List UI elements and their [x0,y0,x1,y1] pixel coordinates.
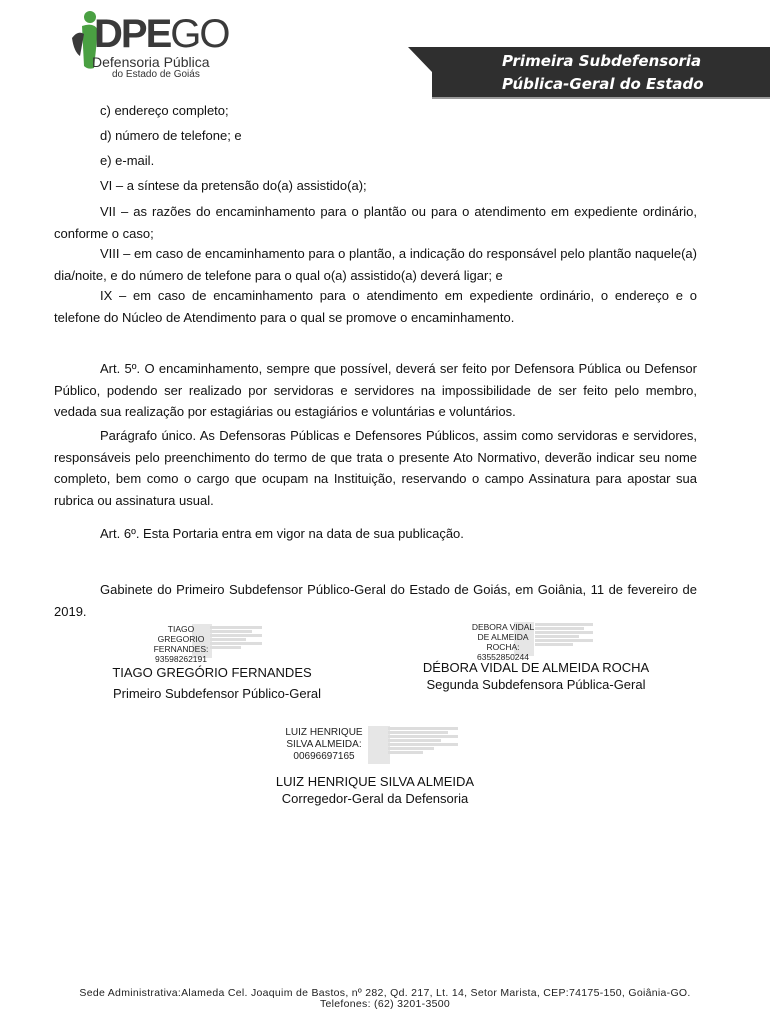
stamp-line: LUIZ HENRIQUE [285,727,363,738]
item-vi: VI – a síntese da pretensão do(a) assistido(a); [100,178,367,193]
signer-role: Primeiro Subdefensor Público-Geral [112,686,322,701]
stamp-line: DEBORA VIDAL [471,622,535,632]
item-d: d) número de telefone; e [100,128,242,143]
signature-mark [368,726,390,764]
logo-word-light: GO [170,12,229,56]
footer-phone: Telefones: (62) 3201-3500 [319,998,451,1010]
header-title-line1: Primeira Subdefensoria [502,52,702,70]
gabinete-line: Gabinete do Primeiro Subdefensor Público-Geral do Estado de Goiás, em Goiânia, 11 de fevereiro de 2019. [54,582,697,619]
stamp-line: DE ALMEIDA [477,632,529,642]
signer-name: DÉBORA VIDAL DE ALMEIDA ROCHA [422,660,650,675]
digital-signature-stamp [470,622,536,662]
stamp-line: SILVA ALMEIDA: [286,739,362,750]
logo-wordmark [94,12,228,57]
stamp-line: 00696697165 [293,751,355,762]
signature-details [535,622,593,654]
dpego-logo [68,8,238,86]
signature-details [388,726,458,762]
header-title-line2: Pública-Geral do Estado [502,75,704,93]
signer-name: TIAGO GREGÓRIO FERNANDES [112,665,312,680]
digital-signature-stamp [152,624,210,664]
stamp-line: GREGORIO [157,634,205,644]
header-band [432,47,770,97]
stamp-line: 63552850244 [476,652,529,662]
digital-signature-stamp [278,727,370,763]
logo-word-bold: DPE [94,12,171,56]
logo-subtitle-2: do Estado de Goiás [112,69,200,80]
footer-address: Sede Administrativa:Alameda Cel. Joaquim de Bastos, nº 282, Qd. 217, Lt. 14, Setor Marista, CEP:74175-150, Goiânia-GO. [79,987,691,999]
stamp-line: FERNANDES: [153,644,209,654]
paragrafo-unico: Parágrafo único. As Defensoras Públicas e Defensores Públicos, assim como servidoras e servidores, responsáveis pelo preenchimento do termo de que trata o presente Ato Normativo, deverão indicar seu nome completo, bem como o cargo que ocupam na Instituição, reservando o campo Assinatura para apostar sua rubrica ou assinatura usual. [54,428,697,508]
art-6: Art. 6º. Esta Portaria entra em vigor na data de sua publicação. [100,526,464,541]
item-c: c) endereço completo; [100,103,229,118]
signer-role: Segunda Subdefensora Pública-Geral [426,677,646,692]
item-vii: VII – as razões do encaminhamento para o plantão ou para o atendimento em expediente ordinário, conforme o caso; [54,204,697,241]
signer-role: Corregedor-Geral da Defensoria [281,791,469,806]
signer-name: LUIZ HENRIQUE SILVA ALMEIDA [275,774,475,789]
item-viii: VIII – em caso de encaminhamento para o plantão, a indicação do responsável pelo plantão naquele(a) dia/noite, e do número de telefone para o qual o(a) assistido(a) deverá ligar; e [54,246,697,283]
art-5: Art. 5º. O encaminhamento, sempre que possível, deverá ser feito por Defensora Pública ou Defensor Público, podendo ser realizado por servidoras e servidores na impossibilidade de ser feito pelo membro, vedada sua realização por estagiárias ou estagiários e voluntárias e voluntários. [54,361,697,419]
logo-subtitle: Defensoria Pública [92,54,210,70]
item-e: e) e-mail. [100,153,155,168]
signature-details [210,625,262,657]
stamp-line: 93598262191 [154,654,207,664]
stamp-line: ROCHA: [486,642,520,652]
header-divider [432,97,770,99]
item-ix: IX – em caso de encaminhamento para o atendimento em expediente ordinário, o endereço e o telefone do Núcleo de Atendimento para o qual se promove o encaminhamento. [54,288,697,325]
stamp-line: TIAGO [167,624,195,634]
